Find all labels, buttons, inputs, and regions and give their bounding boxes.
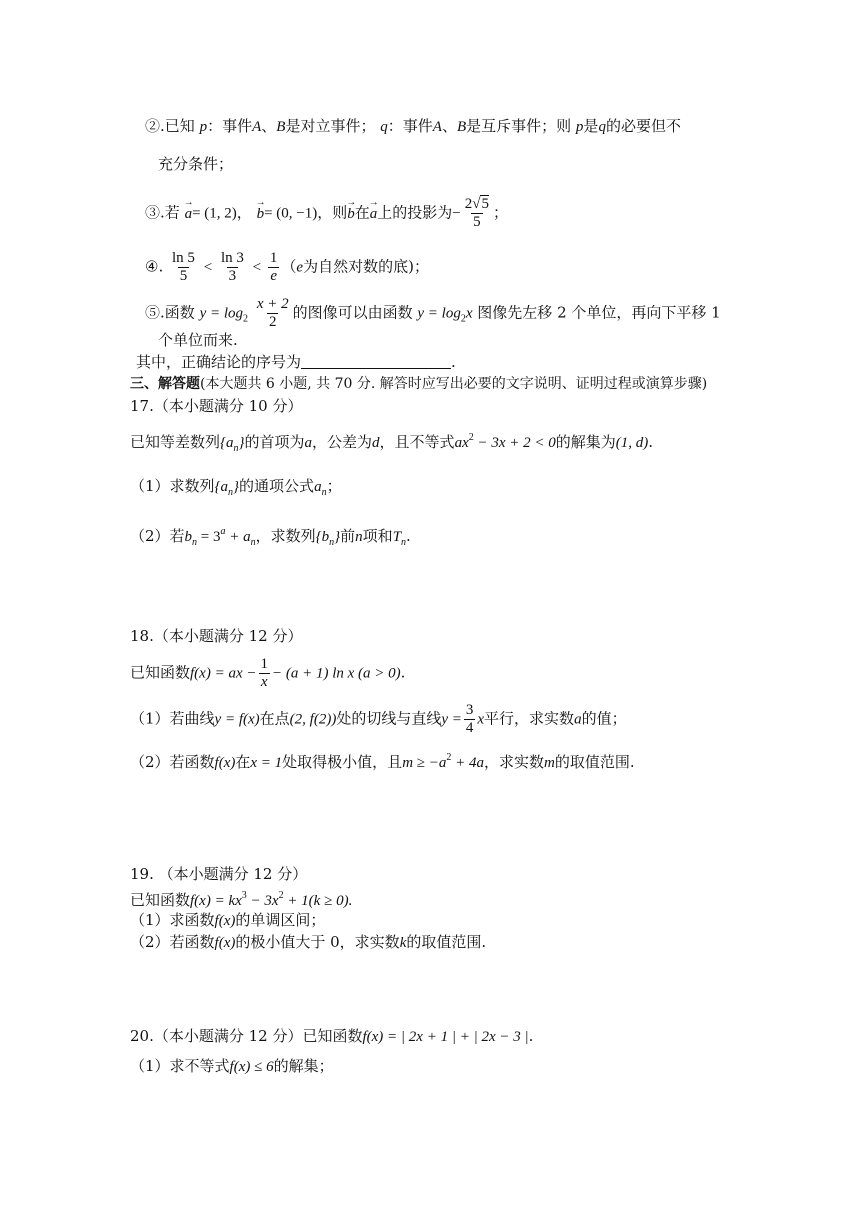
item-5: ⑤.函数 $y = \log_2$ $\frac{x + 2}{2}$ 的图像可以由函数 $y = \log_2x$ 图像先左移 2 个单位，再向下平移 1 [145, 296, 721, 330]
item-5-cont: 个单位而来. [158, 331, 238, 349]
q19-head: 19. （本小题满分 12 分） [130, 865, 308, 883]
answer-line: 其中，正确结论的序号为 . [136, 353, 456, 371]
q18-part1: （1）若曲线y = f(x)在点(2, f(2))处的切线与直线y = $\frac{3}{4}$ x平行，求实数a的值； [130, 702, 627, 736]
item-2: ②.已知 p：事件A、B是对立事件； q：事件A、B是互斥事件；则 p是q的必要但不 [145, 117, 681, 135]
q19-stem: 已知函数$f(x) = kx^3 - 3x^2 + 1(k \ge 0)$. [130, 890, 353, 909]
q18-head: 18.（本小题满分 12 分） [130, 627, 303, 645]
section-3-title: 三、解答题(本大题共 6 小题, 共 70 分. 解答时应写出必要的文字说明、证明过程或演算步骤) [130, 376, 708, 392]
q17-head: 17.（本小题满分 10 分） [130, 397, 303, 415]
projection-fraction: $\frac{2√5}{5}$ [464, 196, 489, 230]
q20-part1: （1）求不等式f(x) ≤ 6的解集； [130, 1057, 334, 1075]
answer-blank [301, 354, 451, 369]
q17-part1: （1）求数列$\{a_n\}$的通项公式$a_n$； [130, 477, 342, 498]
q20-head: 20.（本小题满分 12 分）已知函数f(x) = | 2x + 1 | + | 2x − 3 |. [130, 1027, 534, 1045]
q18-stem: 已知函数f(x) = ax − $\frac{1}{x}$ − (a + 1) ln x (a > 0). [130, 656, 406, 690]
item-4: ④. $\frac{\ln 5}{5}$ < $\frac{\ln 3}{3}$ < $\frac{1}{e}$ （e为自然对数的底)； [145, 250, 429, 284]
q19-part2: （2）若函数f(x)的极小值大于 0，求实数k的取值范围. [130, 933, 487, 951]
q18-part2: （2）若函数f(x)在x = 1处取得极小值，且$m \ge -a^2 + 4a$，求实数m的取值范围. [130, 752, 635, 771]
q17-part2: （2）若$b_n = 3^a + a_n$，求数列$\{b_n\}$前n项和$T_n$. [130, 526, 411, 548]
q17-stem: 已知等差数列$\{a_n\}$的首项为a，公差为d，且不等式$ax^2 - 3x + 2 < 0$的解集为(1, d). [130, 432, 654, 454]
item-2-cont: 充分条件； [158, 155, 234, 173]
item-3: ③.若 → a= (1, 2)， → b= (0, −1)，则→ b在→ a上的投影为− $\frac{2√5}{5}$ ； [145, 196, 508, 231]
q19-part1: （1）求函数f(x)的单调区间； [130, 911, 326, 929]
